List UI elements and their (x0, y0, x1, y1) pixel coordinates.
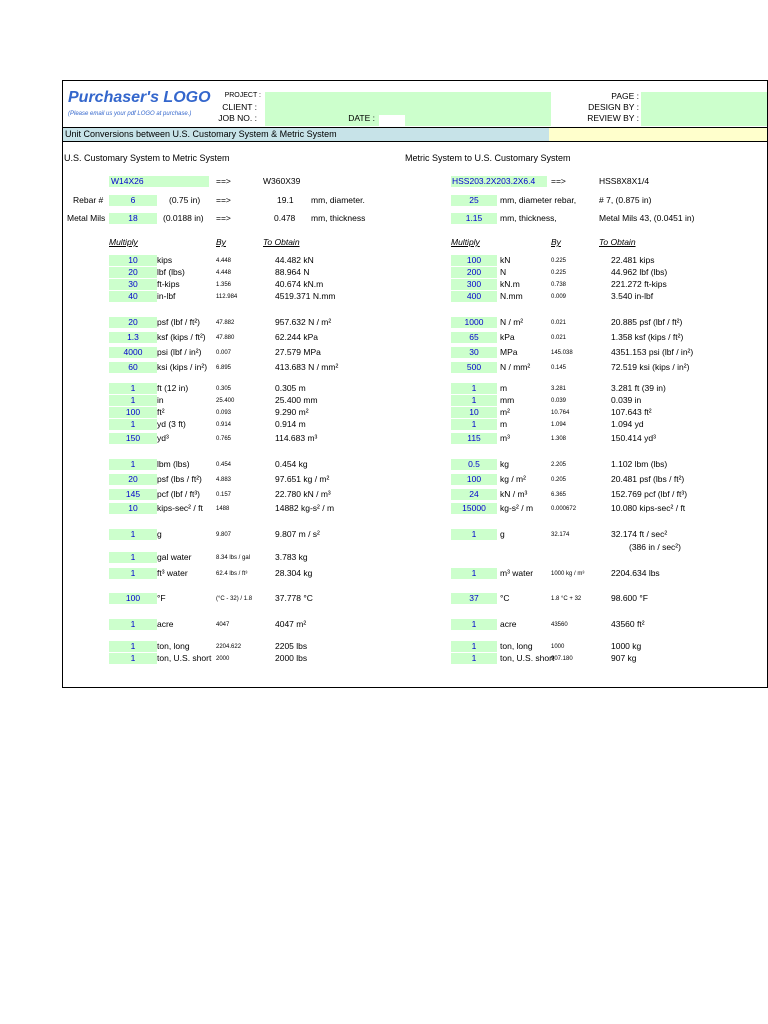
left-row-unit: ft-kips (157, 279, 180, 289)
left-row-unit: kips (157, 255, 173, 265)
right-row-unit: m³ water (500, 568, 534, 578)
left-row-value-input[interactable]: 20 (128, 317, 138, 327)
left-row-value-input[interactable]: 1 (130, 653, 136, 663)
right-row-result: 152.769 pcf (lbf / ft³) (611, 489, 688, 499)
left-row-unit: gal water (157, 552, 192, 562)
right-row-unit: m (500, 419, 508, 429)
date-label: DATE : (348, 113, 375, 123)
left-row-value-input[interactable]: 100 (125, 593, 141, 603)
right-row-factor: 0.205 (551, 477, 567, 483)
right-row-factor: 0.225 (551, 258, 567, 264)
left-row-value-input[interactable]: 20 (128, 267, 138, 277)
right-row-factor: 43560 (551, 622, 568, 628)
left-row-factor: 0.914 (216, 422, 232, 428)
logo-title: Purchaser's LOGO (68, 89, 211, 106)
mils-unit: mm, thickness (311, 213, 366, 223)
right-row-value-input[interactable]: 115 (467, 433, 481, 443)
right-row-value-input[interactable]: 15000 (462, 503, 486, 513)
right-row-value-input[interactable]: 400 (466, 291, 482, 301)
right-mils-unit: mm, thickness, (500, 213, 557, 223)
left-row-factor: 0.305 (216, 386, 232, 392)
right-section-title: Metric System to U.S. Customary System (405, 153, 571, 163)
right-row-result: 107.643 ft² (611, 407, 652, 417)
right-row-result: 3.281 ft (39 in) (611, 383, 666, 393)
date-field[interactable] (379, 115, 405, 126)
page-label: PAGE : (611, 91, 639, 101)
right-row-unit: g (500, 529, 505, 539)
right-row-value-input[interactable]: 1 (471, 395, 477, 405)
right-row-unit: kN.m (500, 279, 520, 289)
right-row-result: 1000 kg (611, 641, 642, 651)
left-row-unit: lbm (lbs) (157, 459, 190, 469)
left-row-factor: 2000 (216, 656, 230, 662)
left-row-unit: psi (lbf / in²) (157, 347, 202, 357)
client-label: CLIENT : (222, 102, 257, 112)
right-row-value-input[interactable]: 10 (469, 407, 479, 417)
right-rebar-output: # 7, (0.875 in) (599, 195, 652, 205)
right-row-value-input[interactable]: 1 (471, 568, 477, 578)
left-row-unit: kips-sec² / ft (157, 503, 203, 513)
right-row-value-input[interactable]: 30 (469, 347, 479, 357)
left-row-unit: ft³ water (157, 568, 188, 578)
right-row-result: 0.039 in (611, 395, 642, 405)
design-label: DESIGN BY : (588, 102, 639, 112)
left-row-value-input[interactable]: 1 (130, 529, 136, 539)
left-row-value-input[interactable]: 40 (128, 291, 138, 301)
right-row-unit: kN / m³ (500, 489, 528, 499)
left-row-factor: 4.448 (216, 270, 232, 276)
right-row-unit: ton, U.S. short (500, 653, 555, 663)
left-row-factor: 4.448 (216, 258, 232, 264)
right-row-result: 98.600 °F (611, 593, 648, 603)
right-row-value-input[interactable]: 500 (466, 362, 482, 372)
mils-input[interactable]: 18 (128, 213, 138, 223)
left-head-by: By (216, 237, 226, 247)
left-row-unit: lbf (lbs) (157, 267, 185, 277)
left-row-value-input[interactable]: 4000 (123, 347, 143, 357)
right-row-unit: kN (500, 255, 511, 265)
left-row-unit: °F (157, 593, 166, 603)
right-row-unit: N (500, 267, 507, 277)
left-row-factor: 47.880 (216, 335, 235, 341)
left-row-factor: 4.883 (216, 477, 232, 483)
right-row-factor: 145.038 (551, 350, 573, 356)
left-shape-output: W360X39 (263, 176, 301, 186)
left-row-factor: 9.807 (216, 532, 232, 538)
right-row-value-input[interactable]: 1 (471, 641, 477, 651)
left-row-result: 40.674 kN.m (275, 279, 324, 289)
right-mils-input[interactable]: 1.15 (465, 213, 483, 223)
right-row-value-input[interactable]: 65 (469, 332, 479, 342)
right-row-unit: m³ (500, 433, 510, 443)
left-row-value-input[interactable]: 1 (130, 619, 136, 629)
right-row-value-input[interactable]: 100 (466, 474, 482, 484)
left-row-unit: in (157, 395, 164, 405)
right-row-factor: 0.009 (551, 294, 567, 300)
right-row-result: 1.102 lbm (lbs) (611, 459, 668, 469)
right-row-value-input[interactable]: 1 (471, 653, 477, 663)
banner (63, 127, 767, 142)
left-row-factor: 1.356 (216, 282, 232, 288)
left-row-result: 2000 lbs (275, 653, 308, 663)
page-field[interactable] (641, 92, 768, 126)
right-row-factor: 1.308 (551, 436, 567, 442)
right-row-value-input[interactable]: 300 (466, 279, 482, 289)
left-row-unit: ksi (kips / in²) (157, 362, 208, 372)
left-row-result: 0.305 m (275, 383, 306, 393)
right-row-result: 32.174 ft / sec² (611, 529, 668, 539)
left-row-result: 4047 m² (275, 619, 307, 629)
left-row-unit: psf (lbf / ft²) (157, 317, 200, 327)
left-shape-arrow: ==> (216, 176, 231, 186)
right-row-unit: kPa (500, 332, 515, 342)
rebar-note: (0.75 in) (169, 195, 201, 205)
left-section-title: U.S. Customary System to Metric System (64, 153, 230, 163)
right-row-result: 2204.634 lbs (611, 568, 660, 578)
left-row-unit: ksf (kips / ft²) (157, 332, 206, 342)
left-row-result: 62.244 kPa (275, 332, 319, 342)
right-row-result: 10.080 kips-sec² / ft (611, 503, 686, 513)
right-head-obtain: To Obtain (599, 237, 636, 247)
project-field[interactable] (265, 92, 551, 126)
right-row-unit: N.mm (500, 291, 523, 301)
left-row-result: 0.454 kg (275, 459, 308, 469)
right-row-factor: 6.365 (551, 492, 567, 498)
right-row-value-input[interactable]: 37 (469, 593, 479, 603)
left-row-value-input[interactable]: 1 (130, 641, 136, 651)
right-row-unit: kg / m² (500, 474, 526, 484)
left-row-unit: yd³ (157, 433, 169, 443)
left-row-unit: g (157, 529, 162, 539)
right-row-result: 72.519 ksi (kips / in²) (611, 362, 690, 372)
right-shape-output: HSS8X8X1/4 (599, 176, 650, 186)
rebar-input[interactable]: 6 (130, 195, 136, 205)
right-row-result: 907 kg (611, 653, 637, 663)
right-row-factor: 0.225 (551, 270, 567, 276)
left-row-result: 14882 kg-s² / m (275, 503, 335, 513)
left-row-result: 957.632 N / m² (275, 317, 332, 327)
left-row-result: 22.780 kN / m³ (275, 489, 331, 499)
right-row-factor: 0.021 (551, 335, 567, 341)
left-row-factor: 0.765 (216, 436, 232, 442)
left-row-factor: 0.157 (216, 492, 232, 498)
left-row-result: 2205 lbs (275, 641, 308, 651)
left-row-value-input[interactable]: 100 (125, 407, 141, 417)
right-row-factor: 0.000672 (551, 506, 577, 512)
right-row-unit: ton, long (500, 641, 533, 651)
left-row-unit: psf (lbs / ft²) (157, 474, 202, 484)
left-row-factor: 62.4 lbs / ft³ (216, 571, 248, 577)
right-row-result: 150.414 yd³ (611, 433, 656, 443)
right-row-factor: 1000 (551, 644, 565, 650)
right-row-unit: N / mm² (500, 362, 531, 372)
left-row-result: 25.400 mm (275, 395, 318, 405)
left-row-factor: 6.895 (216, 365, 232, 371)
right-row-factor: 1000 kg / m³ (551, 571, 585, 577)
left-row-unit: acre (157, 619, 174, 629)
left-row-unit: yd (3 ft) (157, 419, 186, 429)
right-head-multiply: Multiply (451, 237, 480, 247)
left-row-factor: 0.007 (216, 350, 232, 356)
left-row-value-input[interactable]: 1 (130, 395, 136, 405)
mils-note: (0.0188 in) (163, 213, 204, 223)
left-row-factor: (°C - 32) / 1.8 (216, 596, 253, 602)
right-row-unit: kg (500, 459, 509, 469)
right-head-by: By (551, 237, 561, 247)
left-row-value-input[interactable]: 1 (130, 459, 136, 469)
left-row-result: 27.579 MPa (275, 347, 321, 357)
left-row-result: 0.914 m (275, 419, 306, 429)
right-shape-arrow: ==> (551, 176, 566, 186)
right-mils-output: Metal Mils 43, (0.0451 in) (599, 213, 695, 223)
right-row-unit: m (500, 383, 508, 393)
g-note: (386 in / sec²) (629, 542, 681, 552)
jobno-label: JOB NO. : (218, 113, 257, 123)
right-row-result: 1.358 ksf (kips / ft²) (611, 332, 684, 342)
right-row-value-input[interactable]: 24 (469, 489, 479, 499)
left-row-result: 9.807 m / s² (275, 529, 320, 539)
rebar-unit: mm, diameter. (311, 195, 365, 205)
left-row-value-input[interactable]: 1 (130, 419, 136, 429)
right-row-unit: acre (500, 619, 517, 629)
rebar-arrow: ==> (216, 195, 231, 205)
mils-output: 0.478 (274, 213, 296, 223)
left-row-factor: 8.34 lbs / gal (216, 555, 251, 561)
banner-title: Unit Conversions between U.S. Customary System & Metric System (65, 129, 337, 139)
left-row-factor: 0.454 (216, 462, 232, 468)
right-row-value-input[interactable]: 1 (471, 619, 477, 629)
right-row-factor: 1.094 (551, 422, 567, 428)
left-head-multiply: Multiply (109, 237, 138, 247)
right-row-result: 43560 ft² (611, 619, 645, 629)
left-row-result: 9.290 m² (275, 407, 309, 417)
logo-note: (Please email us your pdf LOGO at purchase.) (68, 111, 192, 117)
left-row-value-input[interactable]: 60 (128, 362, 138, 372)
left-row-result: 88.964 N (275, 267, 310, 277)
right-row-result: 22.481 kips (611, 255, 655, 265)
worksheet (62, 80, 768, 688)
right-row-factor: 0.039 (551, 398, 567, 404)
left-row-factor: 0.093 (216, 410, 232, 416)
left-row-factor: 2204.622 (216, 644, 242, 650)
right-rebar-unit: mm, diameter rebar, (500, 195, 577, 205)
right-row-factor: 0.145 (551, 365, 567, 371)
right-row-unit: MPa (500, 347, 518, 357)
right-row-factor: 10.764 (551, 410, 570, 416)
right-row-value-input[interactable]: 0.5 (468, 459, 480, 469)
left-row-value-input[interactable]: 1.3 (127, 332, 139, 342)
left-row-unit: in-lbf (157, 291, 176, 301)
right-row-result: 3.540 in-lbf (611, 291, 654, 301)
left-row-value-input[interactable]: 20 (128, 474, 138, 484)
right-row-unit: mm (500, 395, 515, 405)
right-row-value-input[interactable]: 1 (471, 419, 477, 429)
right-row-value-input[interactable]: 100 (466, 255, 482, 265)
left-row-result: 28.304 kg (275, 568, 313, 578)
left-row-value-input[interactable]: 1 (130, 383, 136, 393)
right-row-value-input[interactable]: 1 (471, 383, 477, 393)
mils-label: Metal Mils (67, 213, 106, 223)
left-row-value-input[interactable]: 1 (130, 552, 136, 562)
review-label: REVIEW BY : (587, 113, 639, 123)
left-head-obtain: To Obtain (263, 237, 300, 247)
right-row-unit: kg-s² / m (500, 503, 534, 513)
left-row-factor: 4047 (216, 622, 230, 628)
left-row-result: 3.783 kg (275, 552, 308, 562)
right-row-factor: 32.174 (551, 532, 570, 538)
right-row-result: 20.481 psf (lbs / ft²) (611, 474, 685, 484)
right-shape-input[interactable]: HSS203.2X203.2X6.4 (452, 176, 536, 186)
right-row-factor: 3.281 (551, 386, 567, 392)
right-row-value-input[interactable]: 1000 (464, 317, 484, 327)
right-rebar-input[interactable]: 25 (469, 195, 479, 205)
left-row-result: 37.778 °C (275, 593, 313, 603)
right-row-factor: 0.021 (551, 320, 567, 326)
project-label: PROJECT : (224, 92, 261, 99)
mils-arrow: ==> (216, 213, 231, 223)
left-row-unit: ft (12 in) (157, 383, 189, 393)
right-row-result: 221.272 ft-kips (611, 279, 667, 289)
left-row-unit: ft² (157, 407, 165, 417)
left-row-factor: 1488 (216, 506, 230, 512)
left-row-unit: pcf (lbf / ft³) (157, 489, 200, 499)
left-row-factor: 25.400 (216, 398, 235, 404)
right-row-result: 44.962 lbf (lbs) (611, 267, 668, 277)
left-row-value-input[interactable]: 150 (125, 433, 141, 443)
right-row-factor: 1.8 °C + 32 (551, 596, 582, 602)
left-shape-input[interactable]: W14X26 (111, 176, 144, 186)
right-row-unit: °C (500, 593, 510, 603)
right-row-factor: 2.205 (551, 462, 567, 468)
left-row-value-input[interactable]: 10 (128, 255, 138, 265)
left-row-result: 114.683 m³ (275, 433, 318, 443)
left-row-value-input[interactable]: 145 (125, 489, 141, 499)
left-row-unit: ton, U.S. short (157, 653, 212, 663)
right-row-factor: 907.180 (551, 656, 573, 662)
left-row-factor: 47.882 (216, 320, 235, 326)
rebar-label: Rebar # (73, 195, 104, 205)
right-row-unit: m² (500, 407, 510, 417)
left-row-result: 44.482 kN (275, 255, 314, 265)
left-row-result: 4519.371 N.mm (275, 291, 336, 301)
right-row-value-input[interactable]: 1 (471, 529, 477, 539)
right-row-result: 1.094 yd (611, 419, 644, 429)
left-row-value-input[interactable]: 10 (128, 503, 138, 513)
right-row-unit: N / m² (500, 317, 524, 327)
left-row-factor: 112.984 (216, 294, 238, 300)
right-row-result: 4351.153 psi (lbf / in²) (611, 347, 694, 357)
right-row-result: 20.885 psf (lbf / ft²) (611, 317, 683, 327)
right-row-value-input[interactable]: 200 (466, 267, 482, 277)
rebar-output: 19.1 (277, 195, 294, 205)
right-row-factor: 0.738 (551, 282, 567, 288)
left-row-unit: ton, long (157, 641, 190, 651)
left-row-value-input[interactable]: 1 (130, 568, 136, 578)
left-row-result: 97.651 kg / m² (275, 474, 330, 484)
left-row-value-input[interactable]: 30 (128, 279, 138, 289)
left-row-result: 413.683 N / mm² (275, 362, 339, 372)
